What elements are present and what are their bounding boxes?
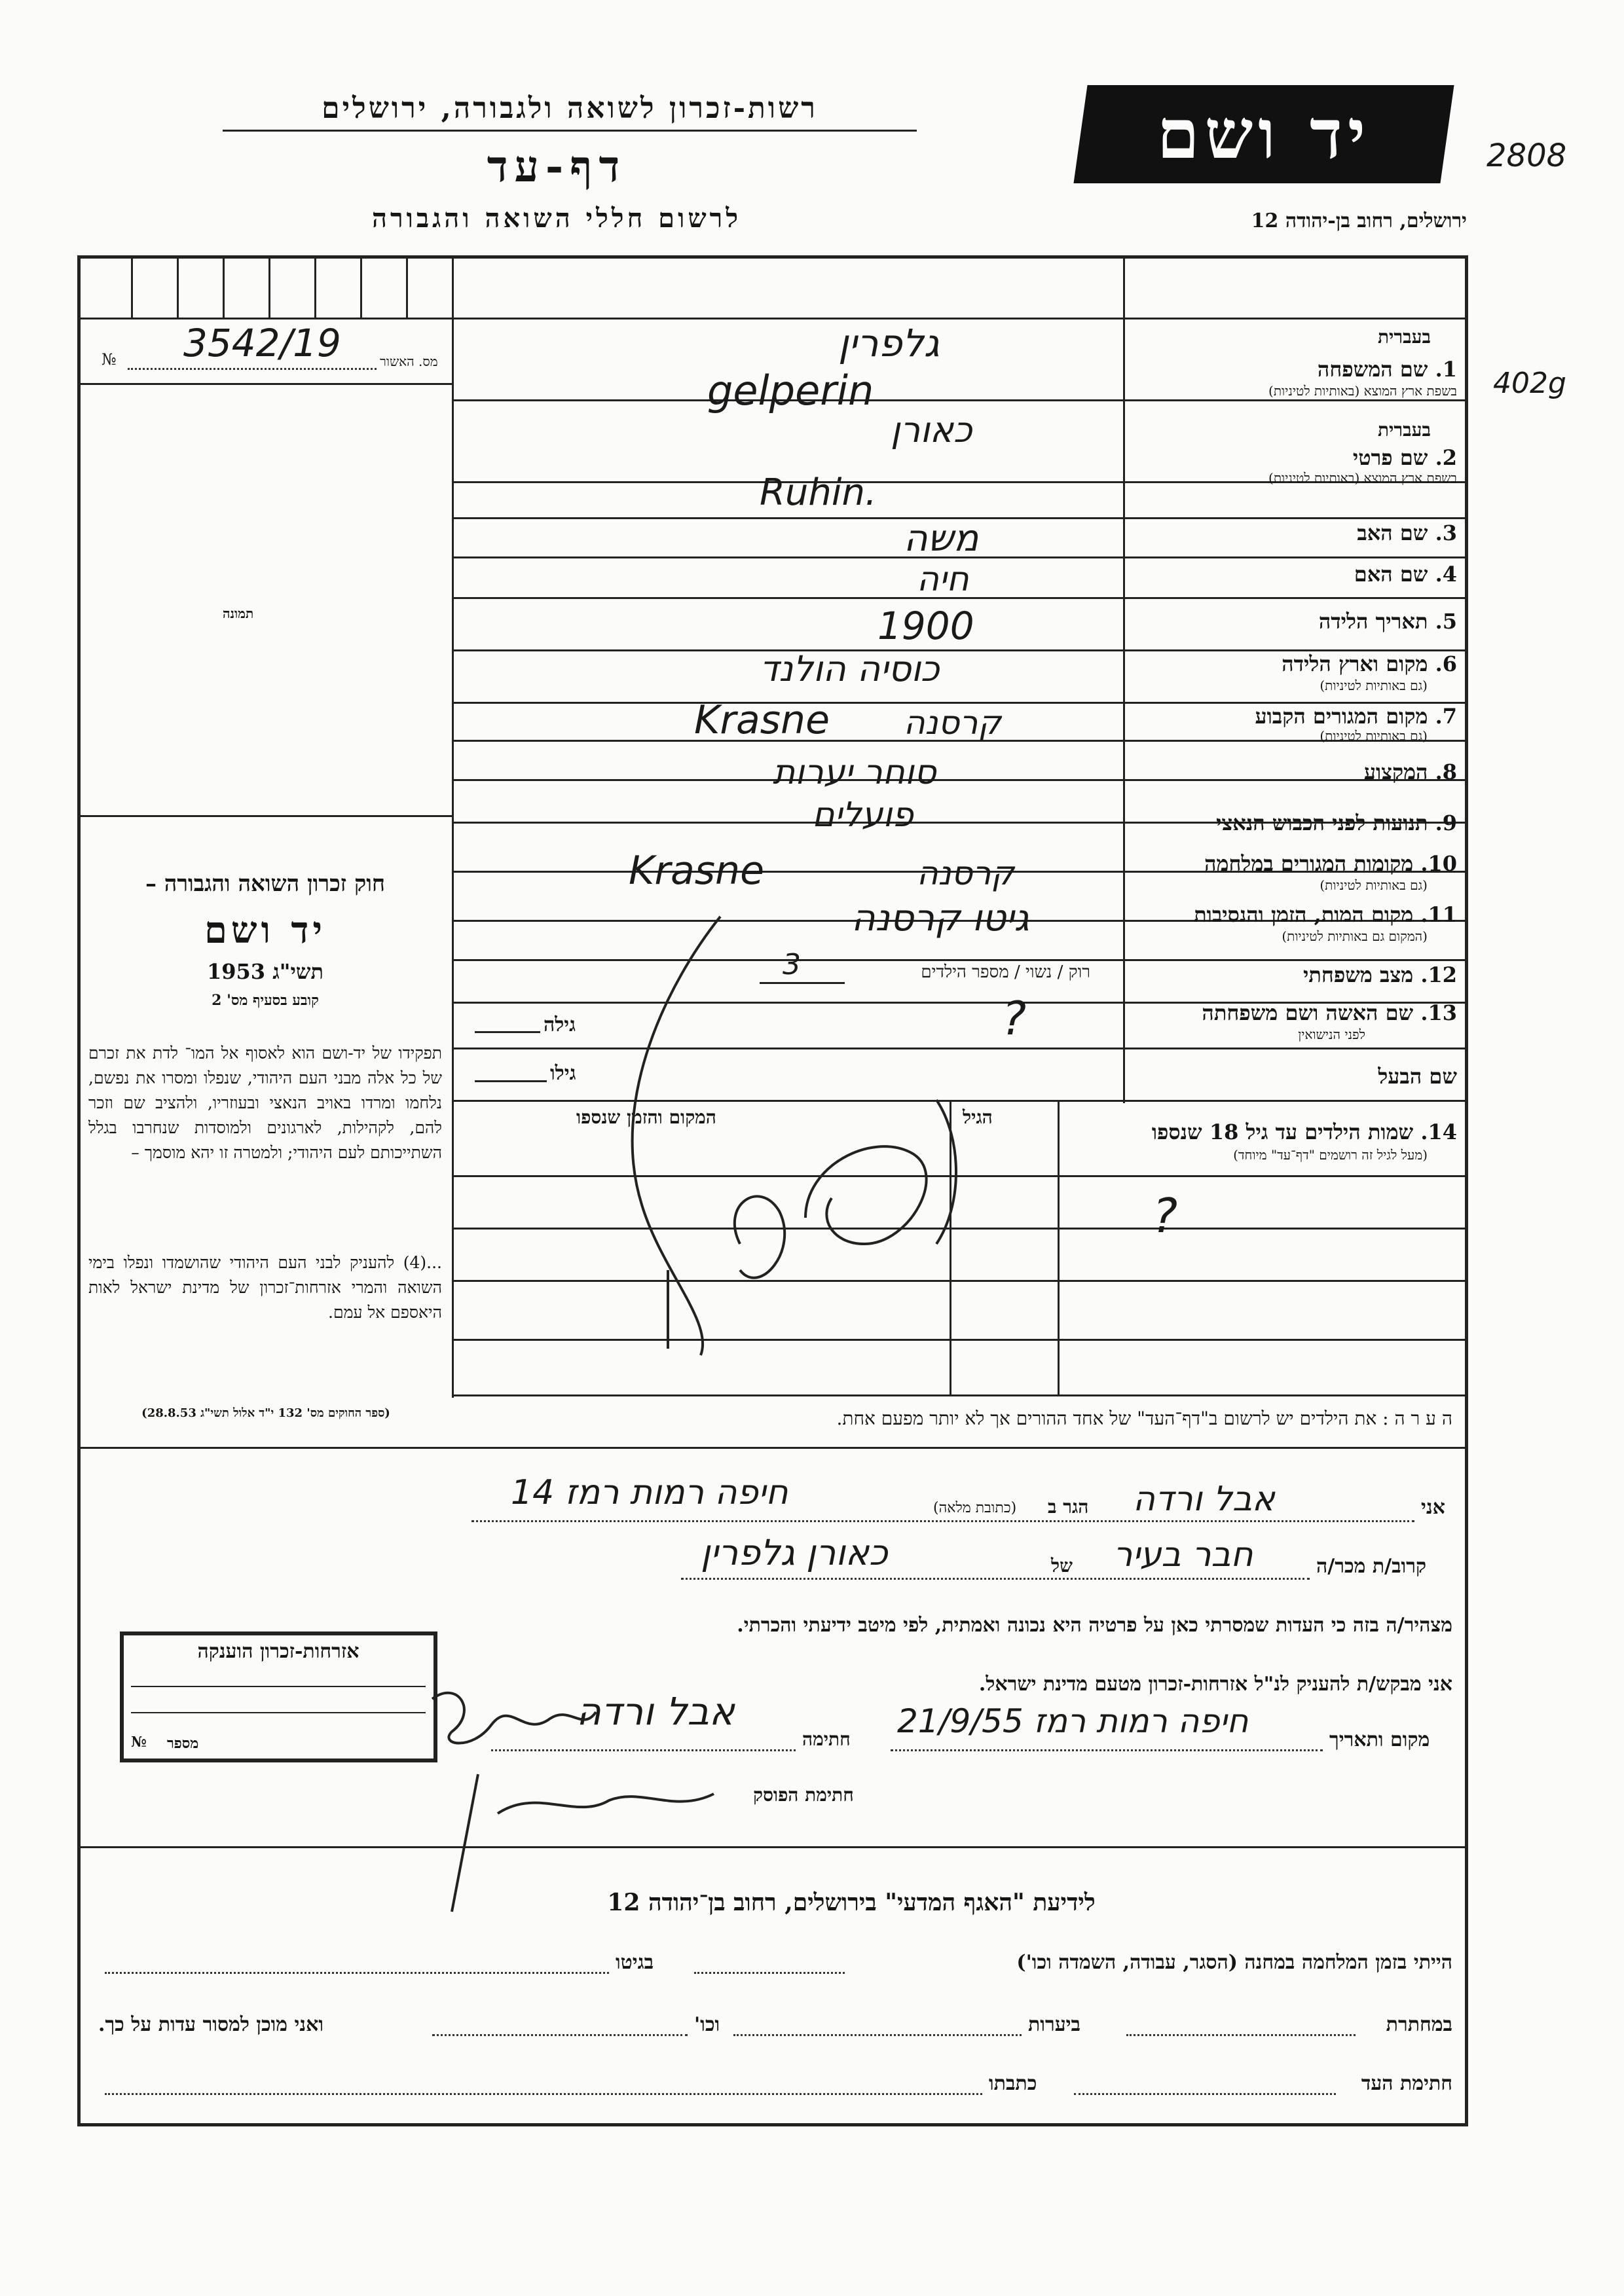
f2-hebrew-tag: בעברית (1377, 419, 1431, 441)
label-column-divider (1123, 259, 1125, 1103)
decl-place-date-value: חיפה רמות רמז 21/9/55 (897, 1702, 1249, 1740)
husband-label: שם הבעל (1378, 1064, 1457, 1089)
top-cell (268, 259, 270, 318)
decl-of-value: כאורן גלפרין (701, 1532, 888, 1573)
f6-sub: (גם באותיות לטיניות) (1320, 678, 1428, 693)
f10-label: 10. מקומות המגורים במלחמה (1204, 851, 1457, 876)
decl-place-date-label: מקום ותאריך (1329, 1728, 1430, 1751)
photo-label: תמונה (223, 606, 254, 621)
f14-value: ? (1153, 1188, 1178, 1243)
wife-age-label: גילה (544, 1013, 576, 1036)
f1-value-hebrew: גלפרין (838, 321, 940, 365)
top-cell (131, 259, 133, 318)
top-cell (314, 259, 316, 318)
bottom-fill-line (1126, 2034, 1356, 2036)
citizenship-box-no-prefix: № (131, 1734, 147, 1751)
f8-value: סוחר יערות (773, 753, 936, 792)
citizenship-box-title: אזרחות-זכרון הוענקה (197, 1640, 360, 1663)
wife-age-line (475, 1031, 540, 1033)
f4-label: 4. שם האם (1354, 562, 1457, 587)
decl-relative-value: חבר בעיר (1113, 1535, 1253, 1575)
bottom-fill-line (733, 2034, 1022, 2036)
bottom-fill-line (1074, 2093, 1336, 2095)
f11-label: 11. מקום המות, הזמן והנסיבות (1194, 902, 1457, 927)
bottom-line3-a: חתימת העד (1361, 2072, 1452, 2095)
row-line (452, 399, 1465, 401)
logo-text: יד ושם (1156, 94, 1371, 174)
f6-value: כוסיה הולנד (760, 648, 940, 689)
bottom-fill-line (694, 1972, 845, 1974)
f3-label: 3. שם האב (1357, 520, 1457, 545)
f1-sub: בשפת ארץ המוצא (באותיות לטיניות) (1268, 383, 1457, 399)
f12-options: רוק / נשוי / מספר הילדים (921, 962, 1090, 982)
decl-of-label: של (1051, 1555, 1073, 1576)
bottom-fill-line (105, 2093, 982, 2095)
f11-sub: (המקום גם באותיות לטיניות) (1282, 928, 1428, 944)
decl-address-line (471, 1520, 1414, 1522)
top-cells-line (81, 318, 1465, 319)
f5-label: 5. תאריך הלידה (1318, 609, 1457, 634)
bottom-line2-b: ביערות (1028, 2013, 1081, 2036)
f14-sub: (מעל לגיל זה רושמים "דף־עד" מיוחד) (1233, 1147, 1428, 1163)
f2-label: 2. שם פרטי (1352, 445, 1457, 470)
bottom-line2-d: ואני מוכן למסור עדות על כך. (98, 2013, 324, 2036)
f2-value-latin: Ruhin. (760, 471, 877, 514)
decl-i-name: אבל ורדה (1133, 1480, 1275, 1519)
f10-value-hebrew: קרסנה (917, 854, 1014, 892)
decl-signature-label: חתימה (802, 1728, 851, 1750)
f1-hebrew-tag: בעברית (1377, 326, 1431, 348)
top-cell (360, 259, 362, 318)
decl-declare-text: מצהיר/ה בזה כי העדות שמסרתי כאן על פרטיה היא נכונה ואמתית, לפי מיטב ידיעתי והכרתי. (737, 1614, 1452, 1637)
citizenship-box-line (131, 1712, 426, 1713)
note-top-line (452, 1394, 1465, 1396)
left-column-divider (452, 259, 454, 1398)
top-cell (177, 259, 179, 318)
note-text: ה ע ר ה : את הילדים יש לרשום ב"דף־העד" של אחד ההורים אך לא יותר מפעם אחת. (836, 1408, 1452, 1429)
decl-address-value: חיפה רמות רמז 14 (511, 1473, 788, 1512)
citizenship-box-line (131, 1686, 426, 1687)
f12-label: 12. מצב משפחתי (1303, 962, 1457, 987)
photo-top-line (81, 383, 452, 385)
f6-label: 6. מקום וארץ הלידה (1282, 651, 1457, 676)
bottom-line2-c: וכו' (694, 2013, 720, 2036)
authority-name: רשות-זכרון לשואה ולגבורה, ירושלים (322, 92, 818, 125)
law-clause: קובע בסעיף מס' 2 (212, 992, 319, 1009)
note-bottom-line (81, 1447, 1465, 1449)
bottom-fill-line (432, 2034, 688, 2036)
f2-value-hebrew: כאורן (891, 409, 972, 450)
bottom-line1-a: הייתי בזמן המלחמה במחנה (הסגר, עבודה, השמדה וכו') (1016, 1951, 1452, 1974)
f7-value-hebrew: קרסנה (904, 704, 1001, 742)
decl-resides-label: הגר ב (1048, 1496, 1089, 1518)
law-text-2: ...(4) להעניק לבני העם היהודי שהושמדו ונפלו בימי השואה והמרי אזרחות־זכרון של מדינת ישראל לאות היאספם אל עמם. (88, 1253, 442, 1322)
f13-label: 13. שם האשה ושם משפחתה (1202, 1000, 1457, 1025)
approval-no-prefix: № (101, 350, 117, 369)
decl-relative-label: קרוב/ת מכר/ה (1316, 1555, 1427, 1578)
law-source: (ספר החוקים מס' 132 י"ד אלול תשי"ג 28.8.53) (141, 1406, 390, 1420)
f13-value: ? (1002, 992, 1027, 1046)
margin-number: 2808 (1486, 137, 1567, 174)
f10-value-latin: Krasne (629, 848, 764, 894)
header-address: ירושלים, רחוב בן-יהודה 12 (1251, 210, 1467, 232)
side-number: 402g (1493, 367, 1566, 400)
f7-sub: (גם באותיות לטיניות) (1320, 728, 1428, 744)
decl-of-line (681, 1578, 1310, 1580)
decl-signature-value: אבל ורדה (576, 1689, 735, 1734)
bottom-fill-line (105, 1972, 609, 1974)
bottom-section-line (81, 1846, 1465, 1848)
f1-value-latin: gelperin (707, 367, 874, 414)
decl-i-label: אני (1421, 1496, 1445, 1519)
f14-label: 14. שמות הילדים עד גיל 18 שנספו (1151, 1120, 1457, 1144)
f2-sub: בשפת ארץ המוצא (באותיות לטיניות) (1268, 470, 1457, 486)
f9-label: 9. תנועות לפני הכבוש הנאצי (1216, 811, 1457, 835)
decl-place-date-line (891, 1749, 1323, 1751)
top-cell (223, 259, 225, 318)
f12-children-value: 3 (783, 948, 801, 981)
row-line (452, 779, 1465, 781)
form-title: דף-עד (487, 141, 627, 192)
law-year: תשי"ג 1953 (207, 959, 323, 984)
top-cell (406, 259, 408, 318)
f13-sub: לפני הנישואין (1298, 1027, 1365, 1042)
f14-col-place: המקום והזמן שנספו (576, 1106, 716, 1128)
decl-address-note: (כתובת מלאה) (933, 1500, 1017, 1516)
approval-no-line (128, 368, 377, 370)
yad-vashem-logo (1073, 85, 1454, 183)
f11-value: גיטו קרסנה (851, 897, 1029, 939)
husband-age-line (475, 1080, 547, 1082)
law-title-2: יד ושם (204, 909, 327, 952)
photo-bottom-line (81, 815, 452, 817)
decl-official-sig-label: חתימת הפוסק (753, 1784, 854, 1806)
f10-sub: (גם באותיות לטיניות) (1320, 877, 1428, 893)
husband-age-label: גילו (550, 1062, 576, 1085)
f8-label: 8. המקצוע (1363, 759, 1457, 784)
citizenship-box-no-label: מספר (167, 1735, 199, 1752)
f3-value: משה (904, 517, 979, 560)
f5-value: 1900 (877, 604, 974, 648)
f14-col-age: הגיל (963, 1106, 993, 1128)
f7-label: 7. מקום המגורים הקבוע (1255, 704, 1457, 729)
bottom-line1-b: בגיטו (616, 1951, 654, 1974)
children-col-divider (1058, 1100, 1060, 1394)
f1-label: 1. שם המשפחה (1317, 357, 1457, 382)
f9-value: פועלים (812, 795, 913, 835)
bottom-line2-a: במחתרת (1386, 2013, 1452, 2036)
decl-request-text: אני מבקש/ת להעניק לנ"ל אזרחות-זכרון מטעם מדינת ישראל. (978, 1673, 1452, 1696)
law-text-1: תפקידו של יד-ושם הוא לאסוף אל המו־ לדת את זכרם של כל אלה מבני העם היהודי, שנפלו ומסרו את נפשם, נלחמו ומרדו באויב הנאצי ובעוזריו, ולהציב שם וזכר להם, לקהילות, לארגונים ולמוסדות שנחרבו בגלל השתייכותם לעם היהודי; ולמטרה זו יהא מוסמך – (88, 1044, 442, 1162)
info-title: לידיעת "האגף המדעי" בירושלים, רחוב בן־יהודה 12 (607, 1889, 1096, 1916)
authority-underline (223, 130, 917, 132)
f4-value: חיה (917, 560, 969, 599)
form-subtitle: לרשום חללי השואה והגבורה (371, 203, 742, 234)
f7-value-latin: Krasne (694, 697, 830, 743)
approval-no-label: מס. האשור (380, 354, 438, 369)
handwritten-scribble (570, 903, 1041, 1362)
law-title-1: חוק זכרון השואה והגבורה – (145, 871, 386, 897)
approval-no-value: 3542/19 (183, 321, 341, 365)
bottom-line3-b: כתבתו (989, 2072, 1037, 2095)
